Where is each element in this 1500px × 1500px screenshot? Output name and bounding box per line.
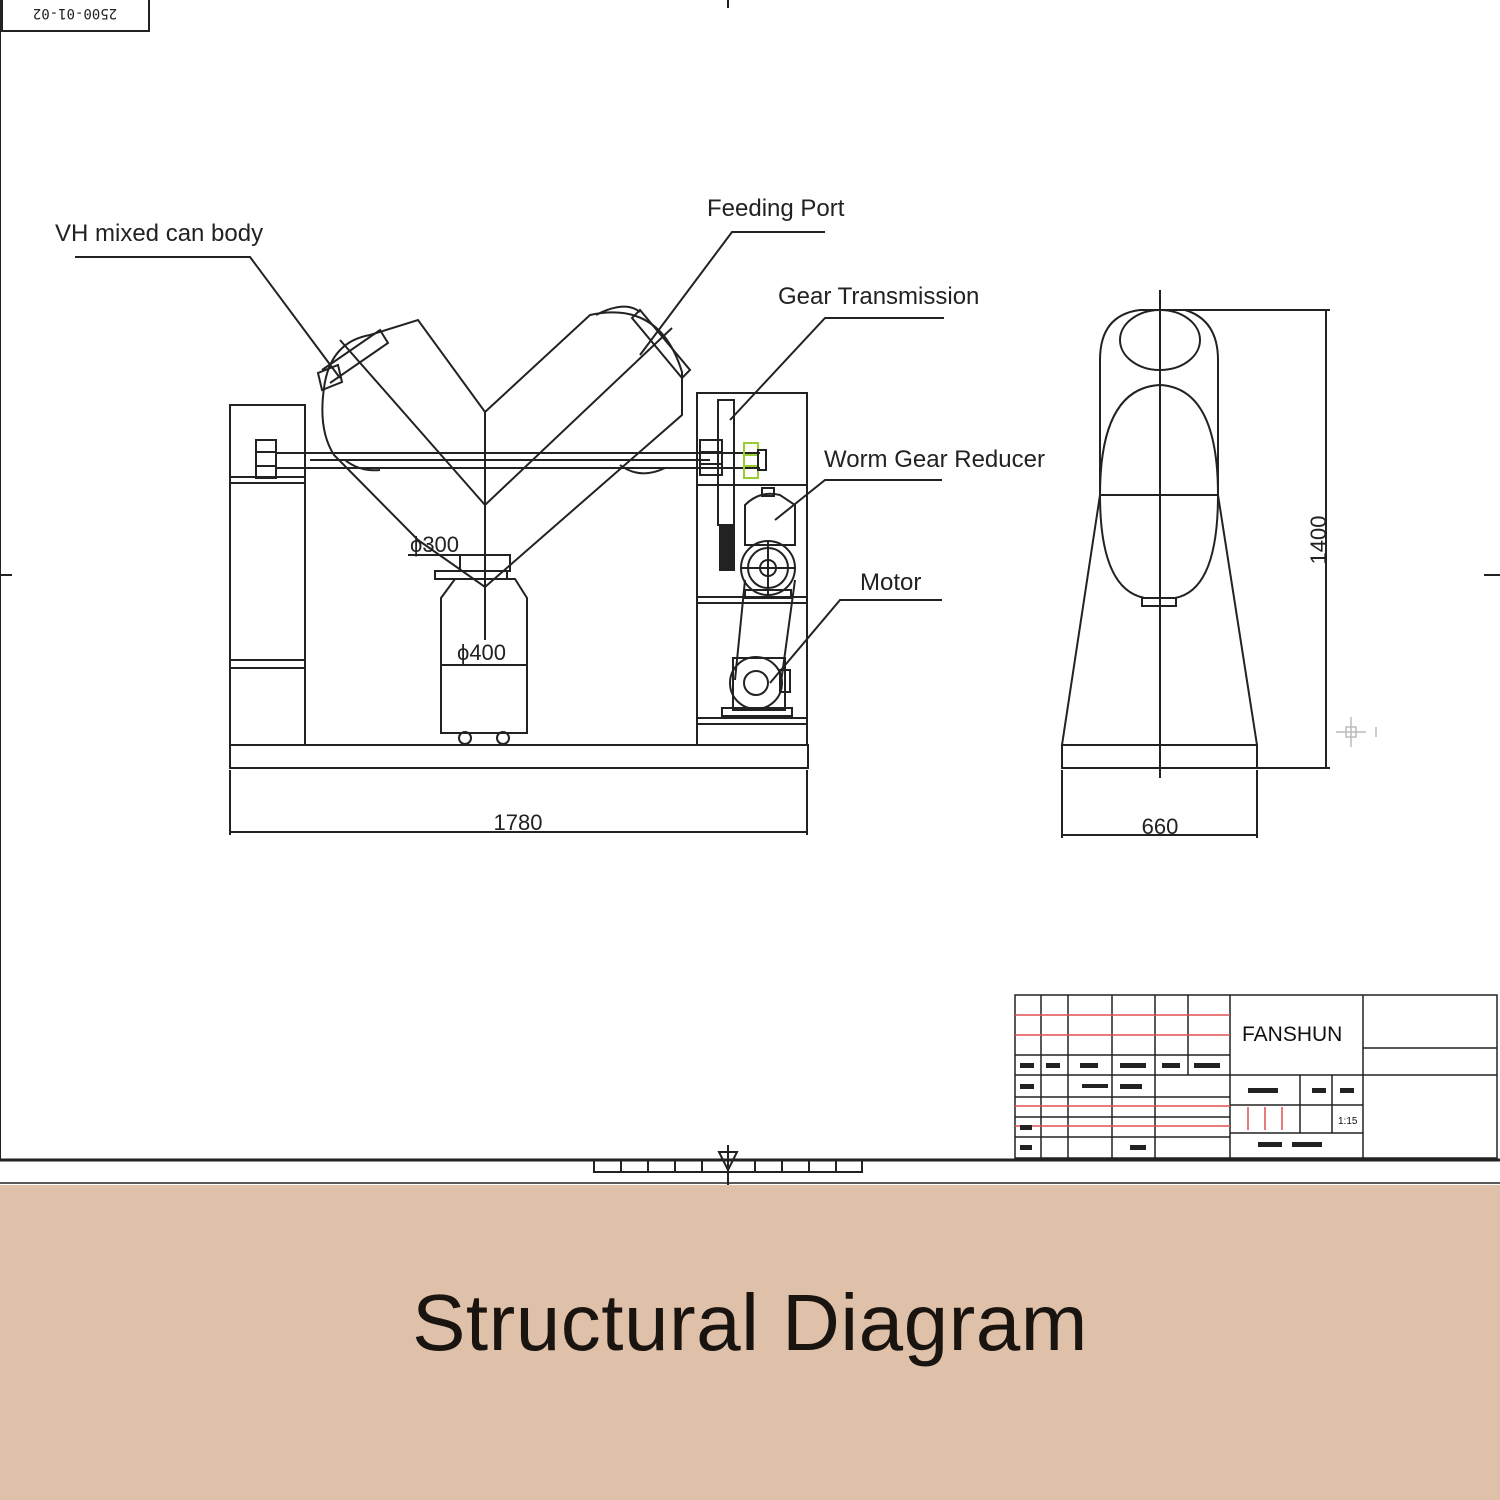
label-worm-gear-reducer: Worm Gear Reducer (824, 446, 1045, 473)
front-view (75, 232, 944, 835)
label-motor: Motor (860, 569, 922, 596)
dimension-bucket-diameter: ϕ400 (457, 640, 507, 665)
dimension-length: 1780 (493, 810, 543, 835)
drawing-number: 2500-01-02 (32, 5, 118, 21)
base-frame (230, 745, 808, 768)
leader-can-body (75, 257, 340, 378)
title-block (1015, 995, 1497, 1158)
label-feeding-port: Feeding Port (707, 195, 845, 222)
leader-gear-transmission (730, 318, 944, 420)
worm-gear-reducer (741, 488, 795, 598)
label-can-body: VH mixed can body (55, 220, 264, 247)
v-mixer-body (322, 312, 682, 587)
left-support (230, 405, 305, 745)
drawing-scale: 1:15 (1338, 1116, 1358, 1127)
company-name: FANSHUN (1242, 1023, 1343, 1046)
label-gear-transmission: Gear Transmission (778, 283, 980, 310)
dimension-height: 1400 (1305, 515, 1331, 565)
caption-band (0, 1185, 1500, 1500)
leader-motor (770, 600, 942, 683)
caption-title: Structural Diagram (412, 1277, 1088, 1367)
dimension-width: 660 (1141, 814, 1179, 839)
motor-body (722, 657, 792, 716)
dimension-outlet-diameter: ϕ300 (410, 532, 460, 557)
